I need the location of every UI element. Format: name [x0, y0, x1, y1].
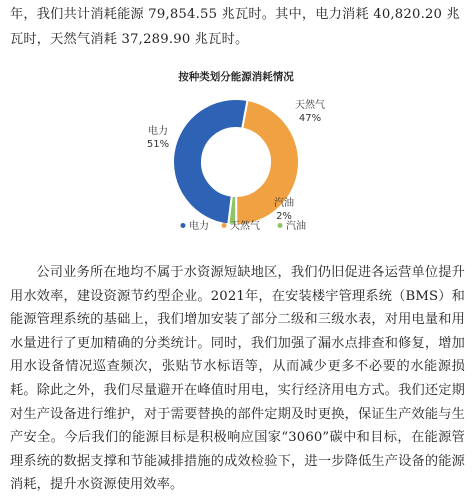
- chart-legend: [181, 219, 307, 232]
- chart-title: 按种类划分能源消耗情况: [178, 71, 294, 83]
- legend-label-petrol: 汽油: [286, 221, 306, 232]
- body-paragraph: 公司业务所在地均不属于水资源短缺地区，我们仍旧促进各运营单位提升用水效率，建设资源节约型企业。2021年，在安装楼宇管理系统（BMS）和能源管理系统的基础上，我们增加安装了部分二级和三级水表，对用电量和用水量进行了更加精确的分类统计。同时，我们加强了漏水点排查和修复，增加用水设备情况巡查频次，张贴节水标语等，从而减少更多不必要的水能源损耗。除此之外，我们尽量避开在峰值时用电，实行经济用电方式。我们还定期对生产设备进行维护，对于需要替换的部件定期及时更换，保证生产效能与生产安全。今后我们的能源目标是积极响应国家“3060”碳中和目标，在能源管理系统的数据支撑和节能减排措施的成效检验下，进一步降低生产设备的能源消耗，提升水资源使用效率。: [10, 265, 465, 493]
- slice-category-label-petrol: 汽油: [274, 198, 294, 209]
- legend-label-natural-gas: 天然气: [230, 221, 260, 232]
- slice-category-label-electricity: 电力: [148, 126, 168, 137]
- legend-label-electricity: 电力: [189, 221, 209, 232]
- legend-marker-natural-gas: [222, 223, 227, 228]
- legend-marker-petrol: [278, 223, 283, 228]
- slice-value-label-natural-gas: 47%: [298, 113, 322, 124]
- slice-category-label-natural-gas: 天然气: [295, 100, 325, 111]
- slice-value-label-electricity: 51%: [146, 139, 170, 150]
- intro-paragraph: 年，我们共计消耗能源 79,854.55 兆瓦时。其中，电力消耗 40,820.20 兆瓦时，天然气消耗 37,289.90 兆瓦时。: [10, 7, 460, 47]
- energy-consumption-donut-chart: [0, 66, 473, 246]
- slice-value-label-petrol: 2%: [276, 211, 292, 222]
- legend-marker-electricity: [181, 223, 186, 228]
